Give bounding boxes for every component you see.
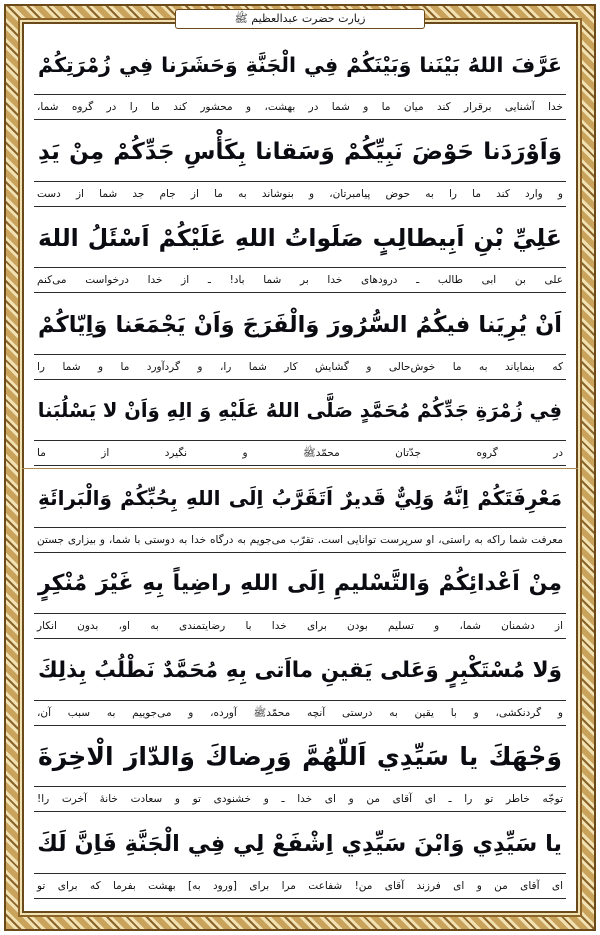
verse-block	[34, 382, 566, 469]
arabic-verse: عَلِيِّ بْنِ اَبِيطالِبٍ صَلَواتُ اللهِ عَلَيْكُمْ اَسْئَلُ اللهَ	[38, 224, 562, 252]
verse-block	[34, 123, 566, 210]
arabic-verse: عَرَّفَ اللهُ بَيْنَنا وَبَيْنَكُمْ فِي الْجَنَّةِ وَحَشَرَنا فِي زُمْرَتِكُمْ	[38, 53, 562, 77]
arabic-verse: وَاَوْرَدَنا حَوْضَ نَبِيِّكُمْ وَسَقانا بِكَأْسِ جَدِّكُمْ مِنْ يَدِ	[38, 138, 562, 165]
verse-block	[34, 296, 566, 383]
persian-translation: ای آقای من و ای فرزند آقای من! شفاعت مرا برای [ورود به] بهشت بفرما که برای تو	[34, 873, 566, 899]
verse-block	[34, 555, 566, 642]
arabic-verse: يا سَيِّدِي وَابْنَ سَيِّدِي اِشْفَعْ لِي فِي الْجَنَّةِ فَاِنَّ لَكَ	[37, 830, 562, 857]
persian-translation: که بنمایاند به ما خوش‌حالی و گشایش کار شما را، و گردآورد ما و شما را	[34, 354, 566, 380]
persian-translation: و وارد کند ما را به حوض پیامبرتان، و بنوشاند به ما از جام جد شما از دست	[34, 181, 566, 207]
arabic-verse: مِنْ اَعْدائِكُمْ وَالتَّسْليمِ اِلَى اللهِ راضِياً بِهِ غَيْرَ مُنْكِرٍ	[38, 571, 562, 596]
persian-translation: در گروه جدّتان محمّدﷺ و نگیرد از ما	[34, 440, 566, 466]
persian-translation: معرفت شما راکه به راستی، او سرپرست توانایی است. تقرّب می‌جویم به درگاه خدا به دوستی با شما، و بیزاری جستن	[34, 527, 566, 553]
persian-translation: خدا آشنایی برقرار کند میان ما و شما در بهشت، و محشور کند ما را در گروه شما،	[34, 94, 566, 120]
verse-block	[34, 36, 566, 123]
arabic-verse: اَنْ يُرِيَنا فيكُمُ السُّرُورَ وَالْفَرَجَ وَاَنْ يَجْمَعَنا وَاِيّاكُمْ	[38, 311, 562, 338]
persian-translation: و گردنکشی، و با یقین به درستی آنچه محمّدﷺ آورده، و می‌جوییم به سبب آن،	[34, 700, 566, 726]
page-title: زیارت حضرت عبدالعظیم ﷺ	[175, 9, 425, 29]
verse-block	[34, 815, 566, 902]
verse-block	[34, 728, 566, 815]
arabic-verse: وَجْهَكَ يا سَيِّدِي اَللّهُمَّ وَرِضاكَ وَالدّارَ الْاخِرَةَ	[38, 742, 562, 771]
arabic-verse: وَلا مُسْتَكْبِرٍ وَعَلى يَقينِ مااَتى بِهِ مُحَمَّدٌ نَطْلُبُ بِذلِكَ	[38, 657, 562, 683]
persian-translation: از دشمنان شما، و تسلیم بودن برای خدا با رضایتمندی به او، بدون انکار	[34, 613, 566, 639]
arabic-verse: فِي زُمْرَةِ جَدِّكُمْ مُحَمَّدٍ صَلَّى اللهُ عَلَيْهِ وَ الِهِ وَاَنْ لا يَسْلُبَنا	[37, 399, 562, 422]
persian-translation: علی بن ابی طالب ـ درودهای خدا بر شما باد! ـ از خدا درخواست می‌کنم	[34, 267, 566, 293]
prayer-text	[34, 36, 566, 901]
verse-block	[34, 469, 566, 556]
arabic-verse: مَعْرِفَتَكُمْ اِنَّهُ وَلِيٌّ قَديرٌ اَتَقَرَّبُ اِلَى اللهِ بِحُبِّكُمْ وَالْبَرائَةِ	[38, 485, 562, 510]
verse-block	[34, 209, 566, 296]
verse-block	[34, 642, 566, 729]
persian-translation: توجّه خاطر تو را ـ ای آقای من و ای خدا ـ و خشنودی تو و سعادت خانهٔ آخرت را!	[34, 786, 566, 812]
